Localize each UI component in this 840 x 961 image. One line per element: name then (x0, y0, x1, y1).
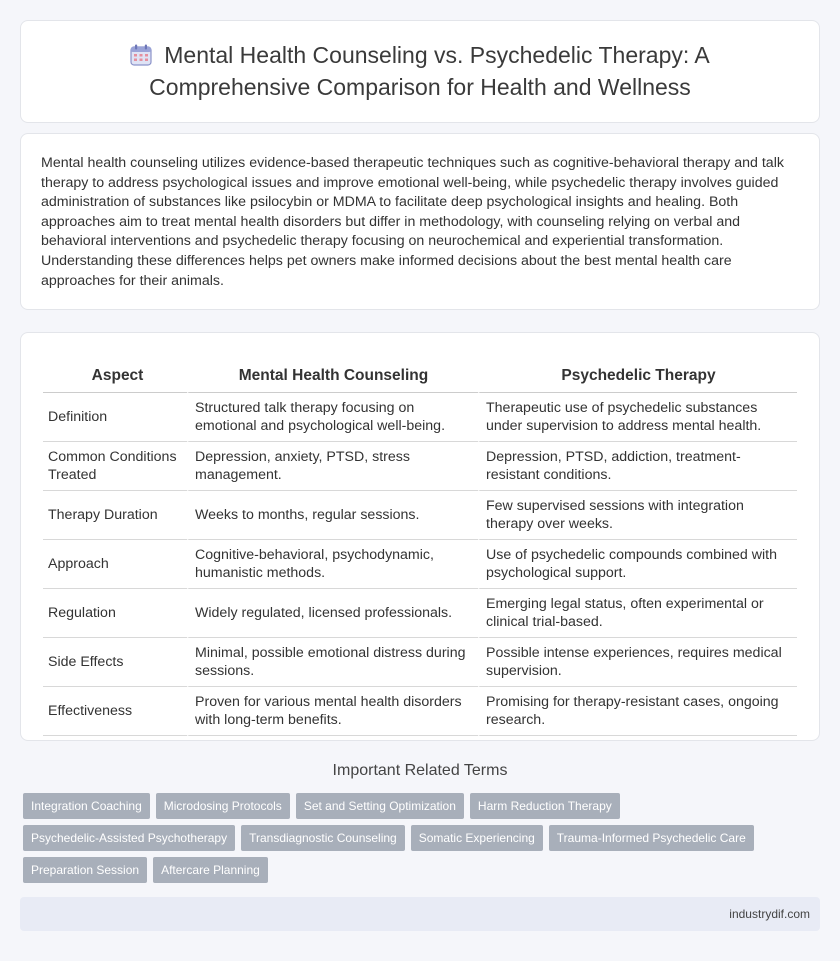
table-row (43, 687, 797, 736)
tag-aftercare-planning[interactable]: Aftercare Planning (153, 857, 268, 883)
tag-set-and-setting[interactable]: Set and Setting Optimization (296, 793, 464, 819)
footer (20, 897, 820, 931)
footer-site-link[interactable]: industrydif.com (729, 907, 810, 921)
row-psychedelic: Promising for therapy-resistant cases, ongoing research. (478, 687, 797, 736)
row-psychedelic: Emerging legal status, often experimental or clinical trial-based. (478, 589, 797, 638)
row-aspect: Common Conditions Treated (43, 442, 187, 491)
tag-transdiagnostic[interactable]: Transdiagnostic Counseling (241, 825, 405, 851)
row-aspect: Side Effects (43, 638, 187, 687)
intro-card (20, 133, 820, 310)
row-aspect: Approach (43, 540, 187, 589)
title-line-2: Comprehensive Comparison for Health and Wellness (149, 74, 691, 100)
title-card (20, 20, 820, 123)
tag-row (23, 793, 823, 819)
row-psychedelic: Use of psychedelic compounds combined with psychological support. (478, 540, 797, 589)
tag-preparation-session[interactable]: Preparation Session (23, 857, 147, 883)
row-counseling: Proven for various mental health disorders with long-term benefits. (187, 687, 478, 736)
row-aspect: Regulation (43, 589, 187, 638)
table-row (43, 638, 797, 687)
tag-row (23, 825, 823, 851)
row-counseling: Minimal, possible emotional distress during sessions. (187, 638, 478, 687)
calendar-icon (130, 44, 152, 73)
row-counseling: Cognitive-behavioral, psychodynamic, humanistic methods. (187, 540, 478, 589)
comparison-card (20, 332, 820, 741)
page-title (130, 41, 709, 102)
header-psychedelic: Psychedelic Therapy (478, 349, 797, 393)
header-counseling: Mental Health Counseling (187, 349, 478, 393)
row-psychedelic: Possible intense experiences, requires medical supervision. (478, 638, 797, 687)
row-aspect: Definition (43, 393, 187, 442)
title-line-1: Mental Health Counseling vs. Psychedelic Therapy: A (164, 42, 710, 68)
tag-microdosing-protocols[interactable]: Microdosing Protocols (156, 793, 290, 819)
tag-integration-coaching[interactable]: Integration Coaching (23, 793, 150, 819)
tag-harm-reduction[interactable]: Harm Reduction Therapy (470, 793, 620, 819)
table-header-row (43, 349, 797, 393)
tag-somatic-experiencing[interactable]: Somatic Experiencing (411, 825, 543, 851)
tag-row (23, 857, 823, 883)
tag-trauma-informed[interactable]: Trauma-Informed Psychedelic Care (549, 825, 754, 851)
row-aspect: Effectiveness (43, 687, 187, 736)
row-aspect: Therapy Duration (43, 491, 187, 540)
header-aspect: Aspect (43, 349, 187, 393)
table-row (43, 393, 797, 442)
table-row (43, 589, 797, 638)
row-counseling: Depression, anxiety, PTSD, stress management. (187, 442, 478, 491)
comparison-table (43, 349, 797, 736)
tag-psychedelic-assisted[interactable]: Psychedelic-Assisted Psychotherapy (23, 825, 235, 851)
row-counseling: Widely regulated, licensed professionals. (187, 589, 478, 638)
row-counseling: Structured talk therapy focusing on emotional and psychological well-being. (187, 393, 478, 442)
related-terms-title: Important Related Terms (332, 762, 508, 779)
table-row (43, 540, 797, 589)
related-terms-list (23, 793, 823, 889)
row-psychedelic: Depression, PTSD, addiction, treatment-resistant conditions. (478, 442, 797, 491)
table-row (43, 442, 797, 491)
table-row (43, 491, 797, 540)
row-psychedelic: Few supervised sessions with integration therapy over weeks. (478, 491, 797, 540)
row-counseling: Weeks to months, regular sessions. (187, 491, 478, 540)
row-psychedelic: Therapeutic use of psychedelic substances under supervision to address mental health. (478, 393, 797, 442)
intro-paragraph: Mental health counseling utilizes evidence-based therapeutic techniques such as cognitive-behavioral therapy and talk therapy to address psychological issues and improve emotional well-being, while psychedelic therapy involves guided administration of substances like psilocybin or MDMA to facilitate deep psychological insights and healing. Both approaches aim to treat mental health disorders but differ in methodology, with counseling relying on verbal and behavioral interventions and psychedelic therapy focusing on neurochemical and experiential transformation. Understanding these differences helps pet owners make informed decisions about the best mental health care approaches for their animals. (41, 155, 784, 289)
